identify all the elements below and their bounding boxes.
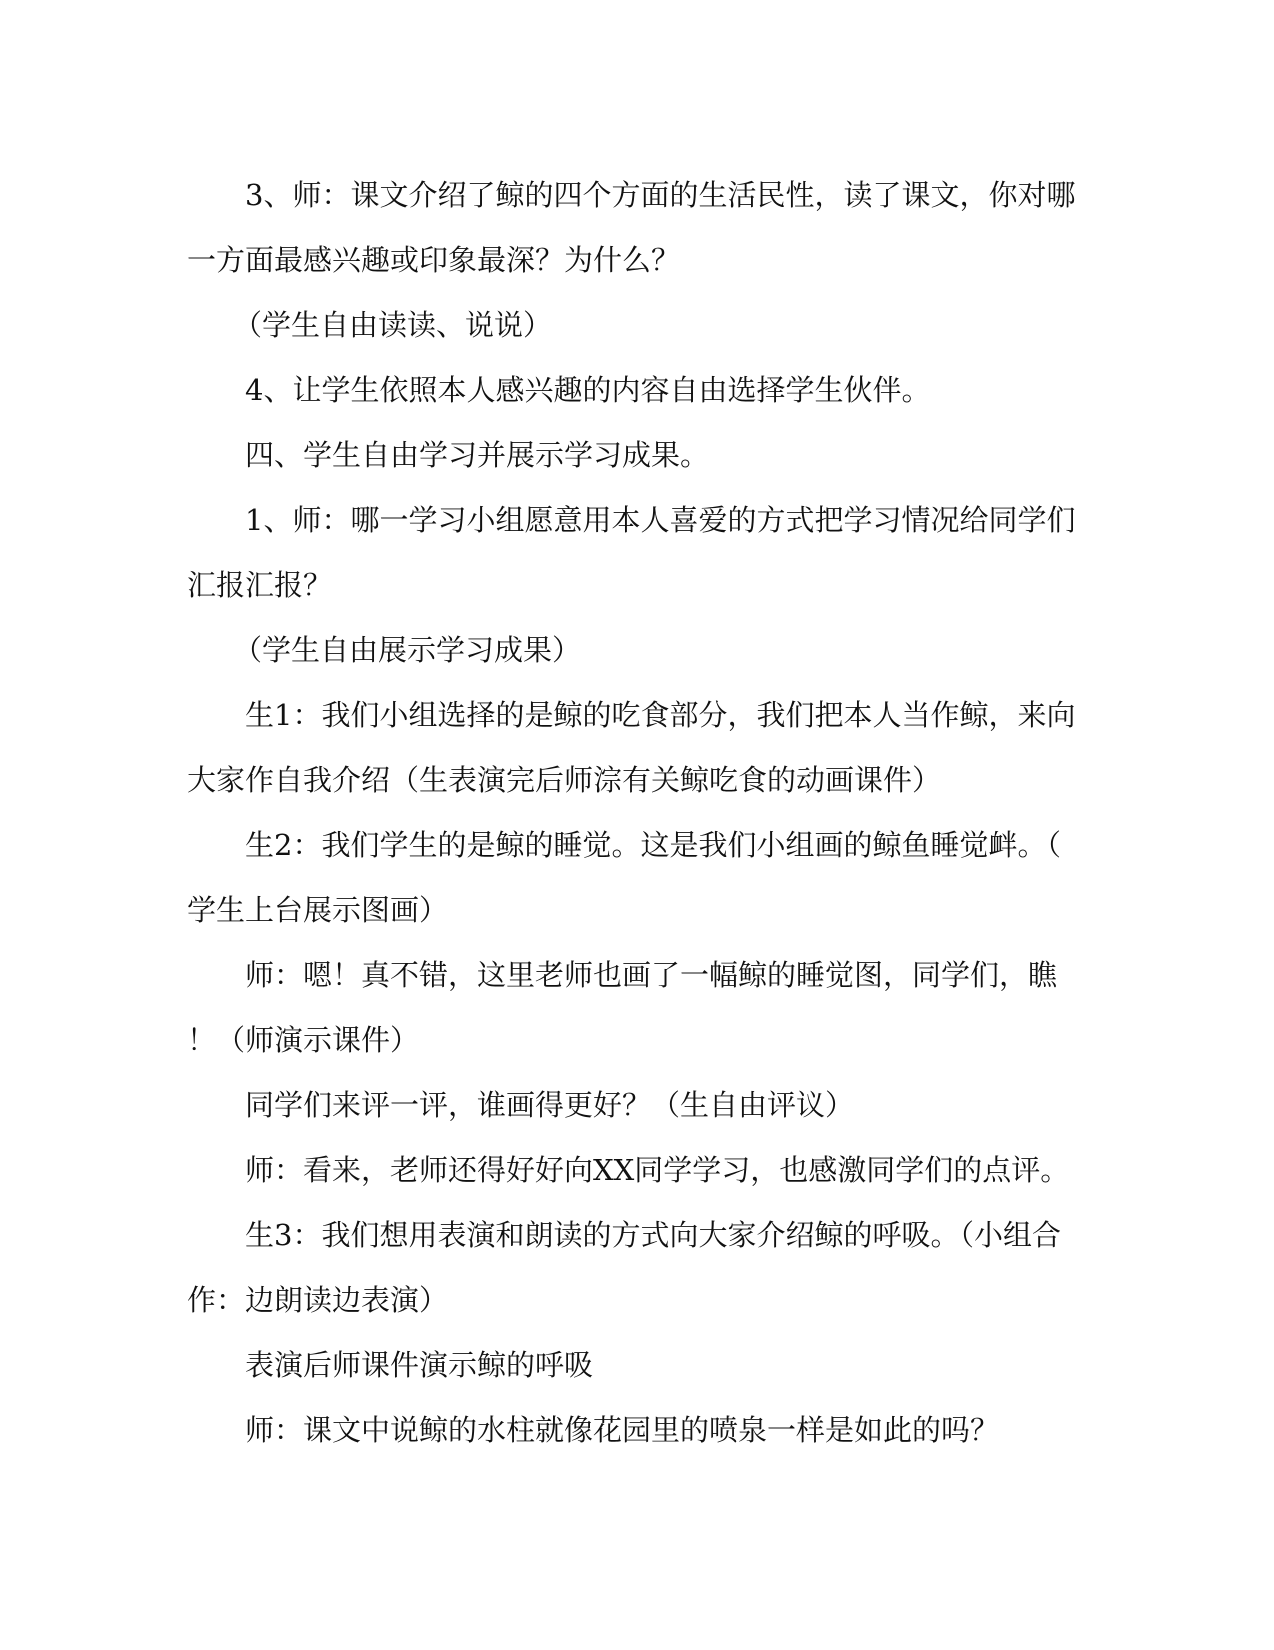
- paragraph-line: （学生自由读读、说说）: [233, 308, 553, 342]
- paragraph-line: 生1：我们小组选择的是鲸的吃食部分，我们把本人当作鲸，来向: [245, 698, 1076, 732]
- paragraph-line: 大家作自我介绍（生表演完后师淙有关鲸吃食的动画课件）: [187, 763, 942, 797]
- paragraph-line: 1、师：哪一学习小组愿意用本人喜爱的方式把学习情况给同学们: [245, 503, 1076, 537]
- paragraph-line: 师：嗯！真不错，这里老师也画了一幅鲸的睡觉图，同学们，瞧: [245, 958, 1058, 992]
- paragraph-line: 生3：我们想用表演和朗读的方式向大家介绍鲸的呼吸。（小组合: [245, 1218, 1061, 1252]
- paragraph-line: 生2：我们学生的是鲸的睡觉。这是我们小组画的鲸鱼睡觉衅。（: [245, 828, 1061, 862]
- paragraph-line: 一方面最感兴趣或印象最深？为什么？: [187, 243, 681, 277]
- paragraph-line: 师：看来，老师还得好好向XX同学学习，也感激同学们的点评。: [245, 1153, 1070, 1187]
- paragraph-line: 4、让学生依照本人感兴趣的内容自由选择学生伙伴。: [245, 373, 931, 407]
- paragraph-line: （学生自由展示学习成果）: [233, 633, 582, 667]
- paragraph-line: 师：课文中说鲸的水柱就像花园里的喷泉一样是如此的吗？: [245, 1413, 1000, 1447]
- paragraph-line: 学生上台展示图画）: [187, 893, 449, 927]
- paragraph-line: 汇报汇报？: [187, 568, 333, 602]
- document-body: [187, 163, 1077, 1463]
- paragraph-line: 作：边朗读边表演）: [187, 1283, 449, 1317]
- paragraph-line: 表演后师课件演示鲸的呼吸: [245, 1348, 594, 1382]
- section-heading: 四、学生自由学习并展示学习成果。: [245, 438, 710, 472]
- paragraph-line: 同学们来评一评，谁画得更好？（生自由评议）: [245, 1088, 855, 1122]
- paragraph-line: ！（师演示课件）: [187, 1023, 420, 1057]
- paragraph-line: 3、师：课文介绍了鲸的四个方面的生活民性，读了课文，你对哪: [245, 178, 1076, 212]
